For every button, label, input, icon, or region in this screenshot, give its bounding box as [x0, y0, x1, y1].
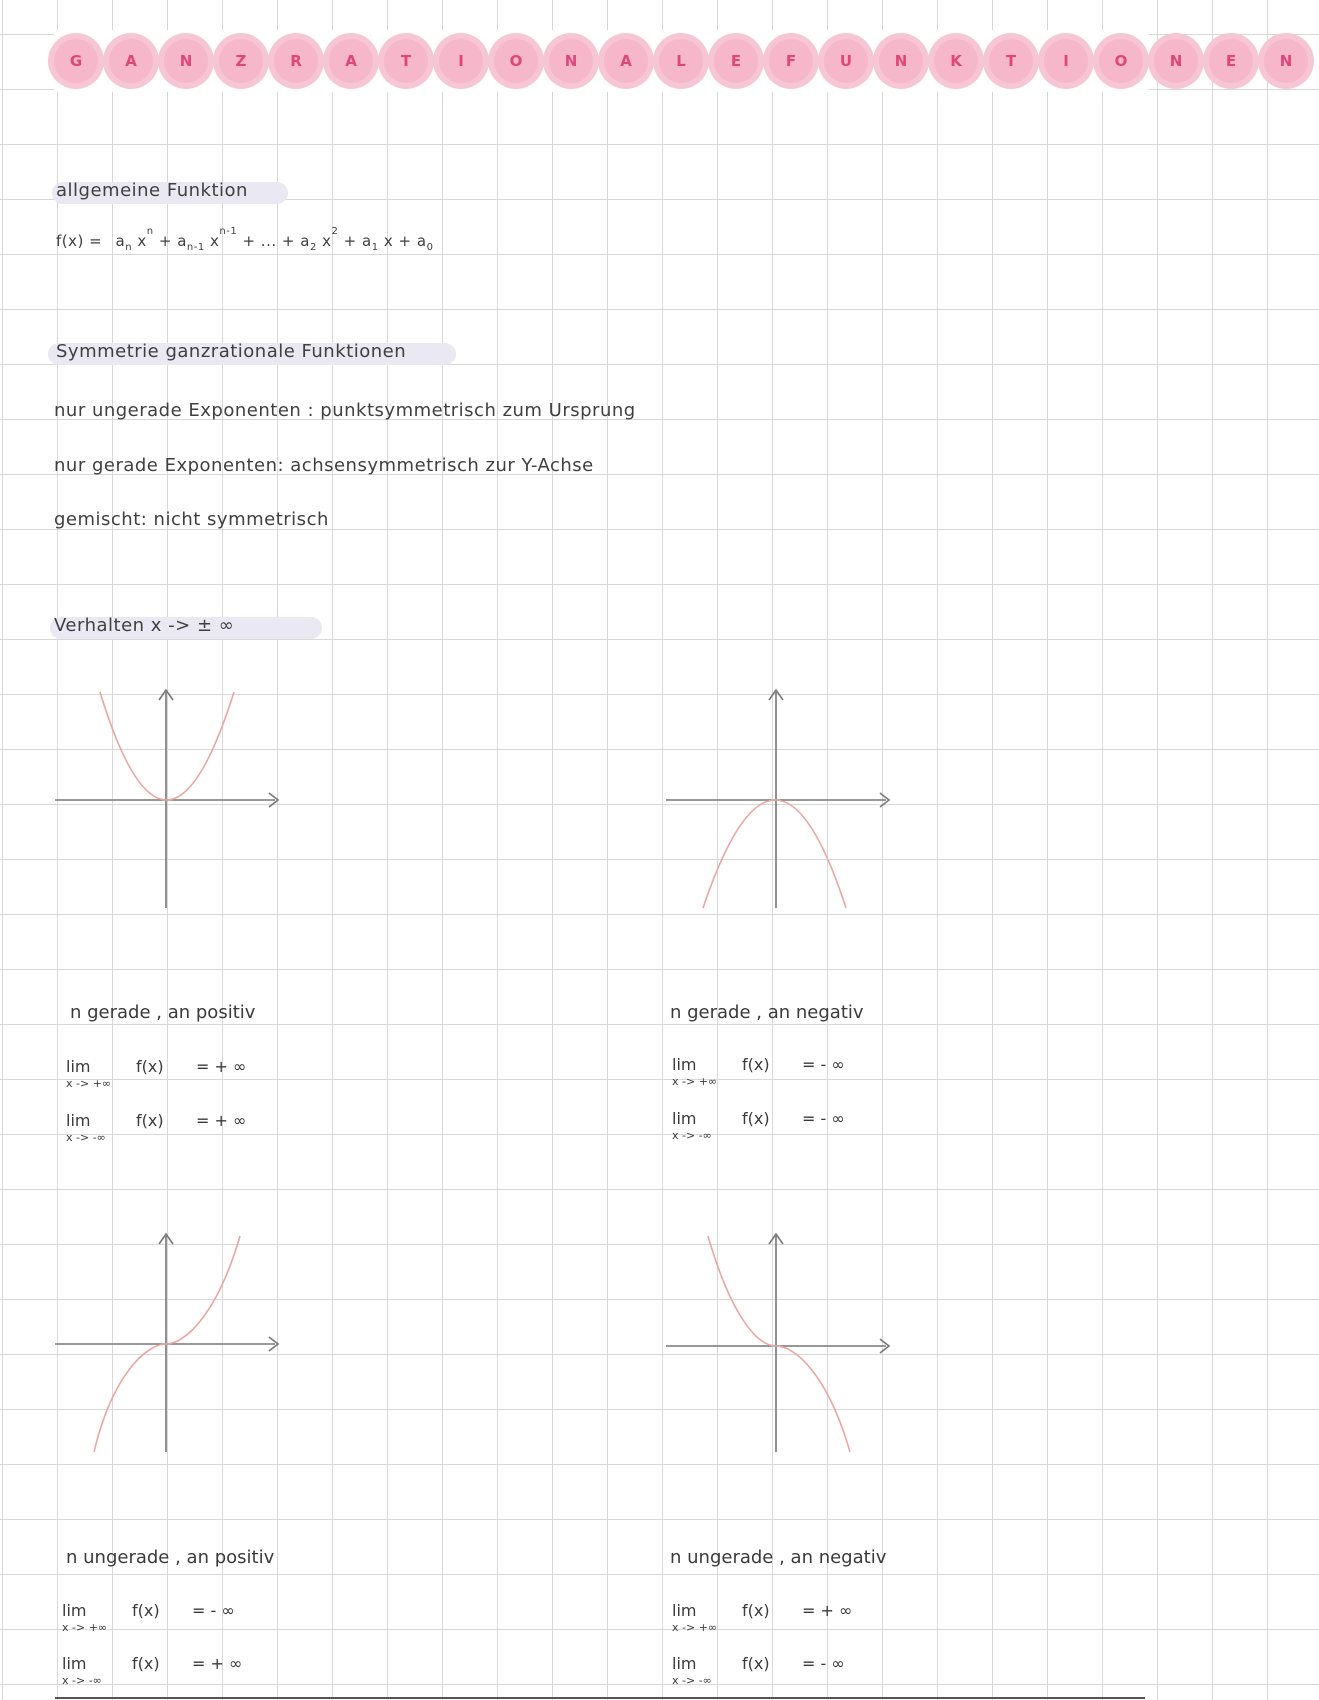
limit-minus-infinity: lim x -> -∞ f(x) = + ∞	[66, 1111, 247, 1144]
title-letter: L	[659, 39, 703, 83]
limit-minus-infinity: lim x -> -∞ f(x) = - ∞	[672, 1109, 845, 1142]
title-letter: N	[549, 39, 593, 83]
title-letter: N	[164, 39, 208, 83]
limit-plus-infinity: lim x -> +∞ f(x) = - ∞	[62, 1601, 235, 1634]
limit-plus-infinity: lim x -> +∞ f(x) = + ∞	[672, 1601, 853, 1634]
title-letter: K	[934, 39, 978, 83]
heading-symmetry: Symmetrie ganzrationale Funktionen	[56, 341, 407, 362]
title-letter: F	[769, 39, 813, 83]
title-letter: O	[494, 39, 538, 83]
page-title	[54, 30, 1293, 92]
limit-minus-infinity: lim x -> -∞ f(x) = - ∞	[672, 1654, 845, 1687]
case-title: n ungerade , an positiv	[66, 1547, 275, 1568]
heading-general-function: allgemeine Funktion	[56, 180, 248, 201]
graph-even-positive	[50, 680, 290, 920]
graph-odd-negative	[658, 1226, 898, 1466]
title-letter: U	[824, 39, 868, 83]
general-formula: $f(x) = a_n$ $x^n + a_{n-1}$ $x^{n-1}$ + ... + $a_2$ $x^2 + a_1$ $x + a_0$	[56, 226, 434, 253]
case-title: n ungerade , an negativ	[670, 1547, 887, 1568]
title-letter: O	[1099, 39, 1143, 83]
title-letter: T	[384, 39, 428, 83]
title-letter: I	[1044, 39, 1088, 83]
title-letter: G	[54, 39, 98, 83]
case-title: n gerade , an positiv	[70, 1002, 256, 1023]
case-title: n gerade , an negativ	[670, 1002, 864, 1023]
title-letter: N	[879, 39, 923, 83]
curve	[100, 692, 234, 800]
title-letter: E	[714, 39, 758, 83]
title-word-ganzrationale	[54, 39, 769, 83]
limit-plus-infinity: lim x -> +∞ f(x) = - ∞	[672, 1055, 845, 1088]
title-letter: E	[1209, 39, 1253, 83]
graph-even-negative	[658, 680, 898, 920]
title-letter: R	[274, 39, 318, 83]
graph-odd-positive	[50, 1226, 290, 1466]
limit-plus-infinity: lim x -> +∞ f(x) = + ∞	[66, 1057, 247, 1090]
symmetry-line: nur ungerade Exponenten : punktsymmetrisch zum Ursprung	[54, 400, 636, 421]
title-letter: N	[1264, 39, 1308, 83]
title-letter: T	[989, 39, 1033, 83]
title-word-funktionen	[769, 39, 1319, 83]
title-letter: A	[604, 39, 648, 83]
limit-minus-infinity: lim x -> -∞ f(x) = + ∞	[62, 1654, 243, 1687]
bottom-rule	[55, 1697, 1145, 1699]
title-letter: A	[329, 39, 373, 83]
curve	[708, 1236, 850, 1452]
title-letter: A	[109, 39, 153, 83]
symmetry-line: nur gerade Exponenten: achsensymmetrisch zur Y-Achse	[54, 455, 594, 476]
title-letter: Z	[219, 39, 263, 83]
curve	[703, 800, 846, 908]
title-letter: N	[1154, 39, 1198, 83]
title-letter: I	[439, 39, 483, 83]
symmetry-line: gemischt: nicht symmetrisch	[54, 509, 329, 530]
heading-behavior: Verhalten x -> ± ∞	[54, 615, 235, 636]
